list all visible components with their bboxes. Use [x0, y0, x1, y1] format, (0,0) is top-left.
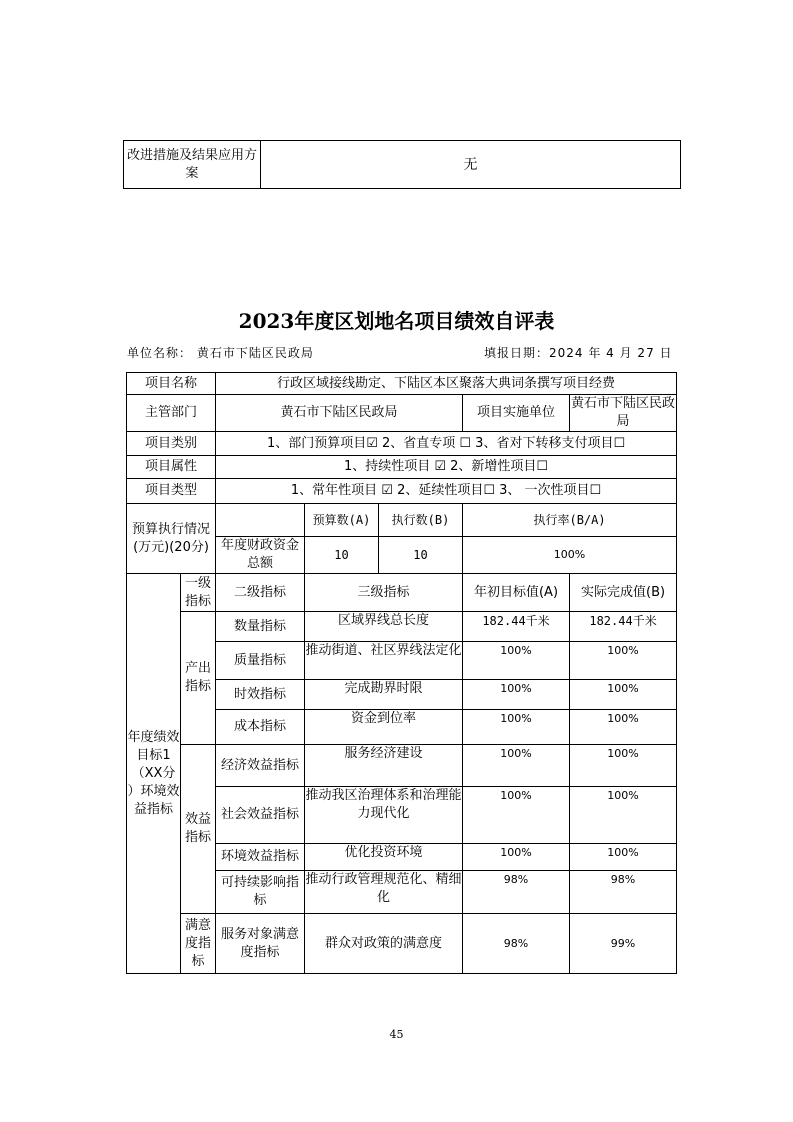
impl-unit-label: 项目实施单位: [463, 395, 570, 432]
unit-name: 单位名称： 黄石市下陆区民政局: [127, 346, 314, 360]
indicator-actual: 98%: [570, 871, 677, 914]
indicator-target: 100%: [463, 680, 570, 710]
indicator-l2: 可持续影响指标: [216, 871, 305, 914]
indicator-target: 100%: [463, 844, 570, 871]
evaluation-table: [126, 372, 677, 974]
header-actual: 实际完成值(B): [570, 574, 677, 612]
indicator-actual: 100%: [570, 642, 677, 680]
indicator-actual: 100%: [570, 745, 677, 787]
impl-unit-value: 黄石市下陆区民政局: [570, 395, 677, 432]
header-l3: 三级指标: [305, 574, 463, 612]
outer-indicator-label: 年度绩效目标1（XX分 ）环境效益指标: [127, 574, 181, 974]
indicator-target: 98%: [463, 871, 570, 914]
fiscal-b: 10: [379, 537, 463, 574]
indicator-actual: 100%: [570, 787, 677, 844]
budget-label: 预算执行情况(万元)(20分): [127, 504, 216, 574]
header-target: 年初目标值(A): [463, 574, 570, 612]
indicator-l3: 优化投资环境: [305, 844, 463, 871]
indicator-l3: 推动街道、社区界线法定化: [305, 642, 463, 680]
indicator-actual: 182.44千米: [570, 612, 677, 642]
indicator-target: 98%: [463, 914, 570, 974]
project-name-value: 行政区域接线勘定、下陆区本区聚落大典词条撰写项目经费: [216, 373, 677, 395]
indicator-target: 100%: [463, 745, 570, 787]
indicator-l2: 数量指标: [216, 612, 305, 642]
budget-col-b: 执行数(B): [379, 504, 463, 537]
category-label: 项目类别: [127, 432, 216, 456]
indicator-l2: 经济效益指标: [216, 745, 305, 787]
indicator-l3: 资金到位率: [305, 710, 463, 745]
indicator-actual: 100%: [570, 680, 677, 710]
budget-col-rate: 执行率(B/A): [463, 504, 677, 537]
indicator-l3: 区域界线总长度: [305, 612, 463, 642]
improvement-table: [123, 140, 681, 189]
indicator-actual: 99%: [570, 914, 677, 974]
page-title: 2023年度区划地名项目绩效自评表: [238, 309, 555, 333]
indicator-actual: 100%: [570, 844, 677, 871]
indicator-target: 100%: [463, 642, 570, 680]
type-value: 1、常年性项目 ☑ 2、延续性项目☐ 3、 一次性项目☐: [216, 479, 677, 504]
indicator-l2: 社会效益指标: [216, 787, 305, 844]
indicator-target: 100%: [463, 710, 570, 745]
indicator-l2: 环境效益指标: [216, 844, 305, 871]
indicator-l3: 完成勘界时限: [305, 680, 463, 710]
page-number: 45: [389, 1028, 404, 1041]
output-label: 产出指标: [181, 612, 216, 745]
fiscal-a: 10: [305, 537, 379, 574]
dept-label: 主管部门: [127, 395, 216, 432]
indicator-l3: 群众对政策的满意度: [305, 914, 463, 974]
category-value: 1、部门预算项目☑ 2、省直专项 ☐ 3、省对下转移支付项目☐: [216, 432, 677, 456]
indicator-l2: 成本指标: [216, 710, 305, 745]
indicator-l3: 推动行政管理规范化、精细化: [305, 871, 463, 914]
fiscal-rate: 100%: [463, 537, 677, 574]
satisfaction-label: 满意度指标: [181, 914, 216, 974]
type-label: 项目类型: [127, 479, 216, 504]
header-l1: 一级指标: [181, 574, 216, 612]
indicator-l2: 服务对象满意度指标: [216, 914, 305, 974]
fiscal-label: 年度财政资金总额: [216, 537, 305, 574]
indicator-l2: 质量指标: [216, 642, 305, 680]
improvement-value: 无: [261, 141, 681, 189]
budget-col-a: 预算数(A): [305, 504, 379, 537]
improvement-label: 改进措施及结果应用方案: [124, 141, 261, 189]
indicator-l2: 时效指标: [216, 680, 305, 710]
header-l2: 二级指标: [216, 574, 305, 612]
indicator-actual: 100%: [570, 710, 677, 745]
project-name-label: 项目名称: [127, 373, 216, 395]
fill-date: 填报日期：2024 年 4 月 27 日: [484, 346, 673, 360]
indicator-l3: 推动我区治理体系和治理能力现代化: [305, 787, 463, 844]
dept-value: 黄石市下陆区民政局: [216, 395, 463, 432]
benefit-label: 效益指标: [181, 745, 216, 914]
attribute-value: 1、持续性项目 ☑ 2、新增性项目☐: [216, 456, 677, 479]
indicator-target: 100%: [463, 787, 570, 844]
attribute-label: 项目属性: [127, 456, 216, 479]
indicator-target: 182.44千米: [463, 612, 570, 642]
indicator-l3: 服务经济建设: [305, 745, 463, 787]
